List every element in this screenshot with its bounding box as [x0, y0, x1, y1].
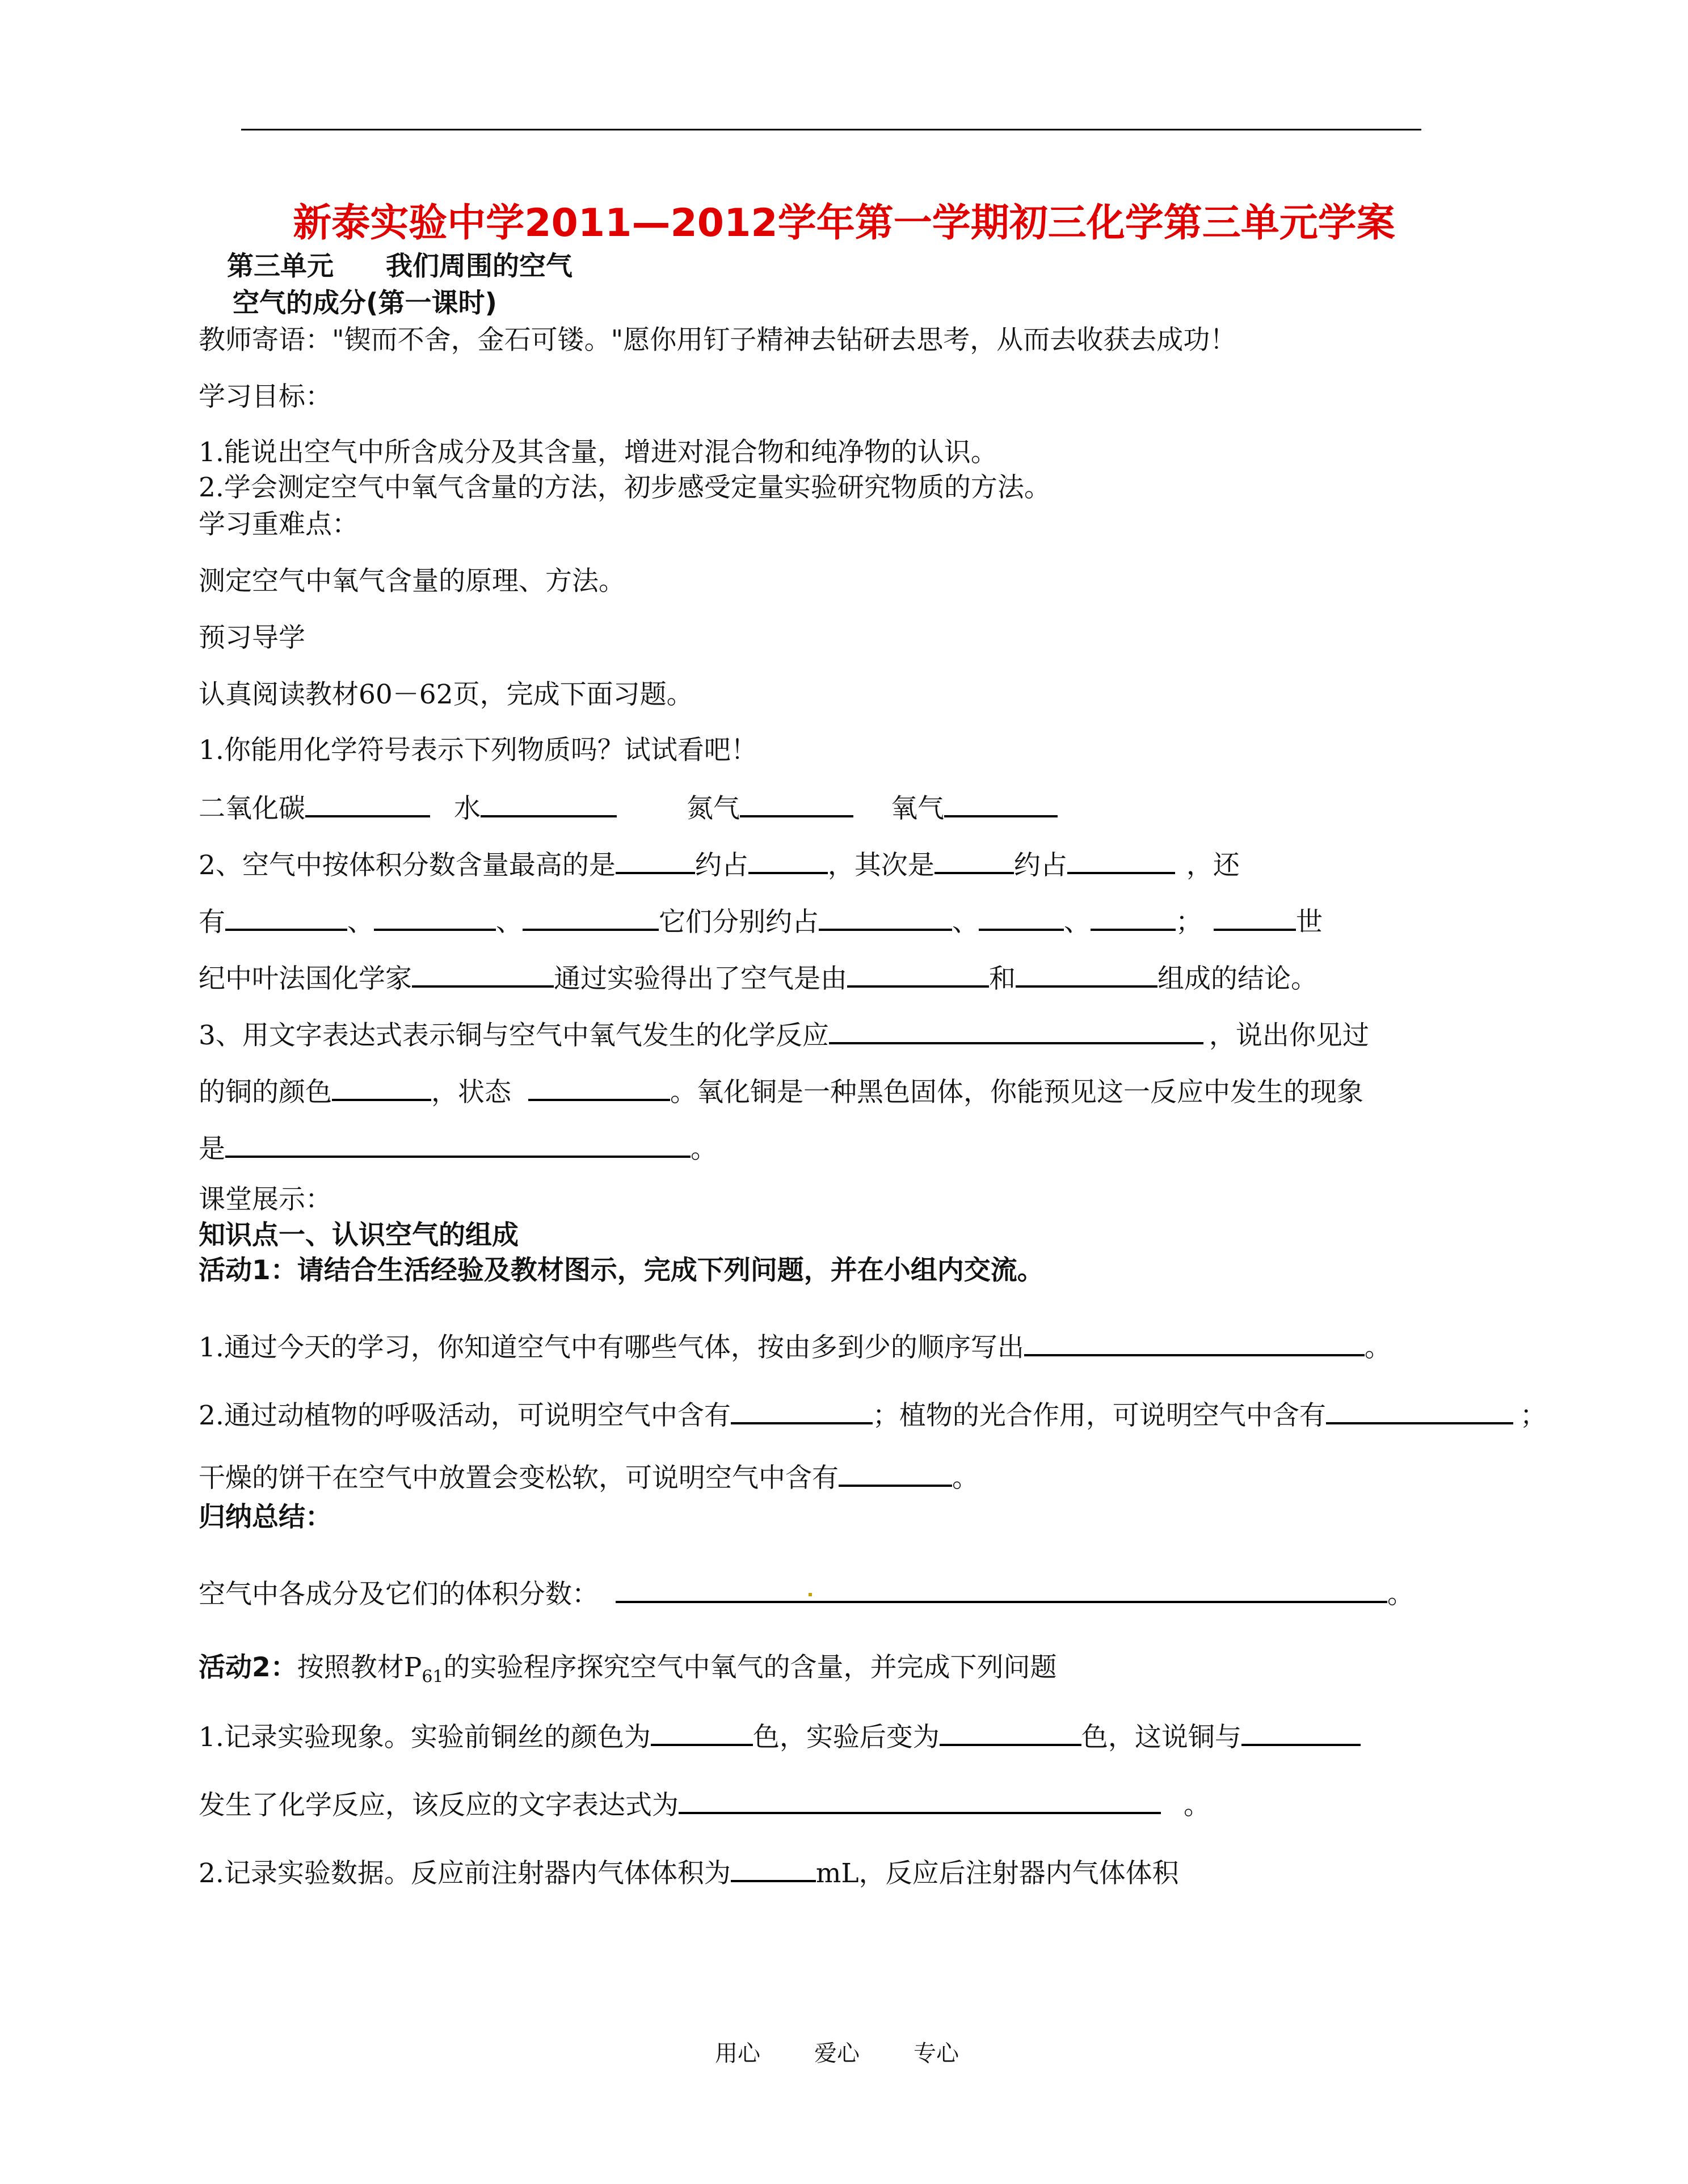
q1-blank-water[interactable]	[481, 790, 617, 817]
q1-blank-co2[interactable]	[305, 790, 430, 817]
summary-heading: 归纳总结：	[199, 1502, 332, 1533]
key-heading: 学习重难点：	[199, 509, 359, 540]
q2-text-c: ，其次是	[827, 850, 934, 881]
activity-2-q1-line-2	[199, 1787, 1210, 1823]
teacher-motto: 教师寄语："锲而不舍，金石可镂。"愿你用钉子精神去钻研去思考，从而去收获去成功！	[199, 324, 1237, 356]
goal-2: 2.学会测定空气中氧气含量的方法，初步感受定量实验研究物质的方法。	[199, 472, 1051, 503]
q2-text-a: 2、空气中按体积分数含量最高的是	[199, 850, 616, 881]
activity-2-text-a: 按照教材P	[297, 1652, 422, 1683]
summary-text: 空气中各成分及它们的体积分数：	[199, 1579, 599, 1610]
a2q1b-text: 发生了化学反应，该反应的文字表达式为	[199, 1790, 679, 1821]
knowledge-point-1: 知识点一、认识空气的组成	[199, 1220, 519, 1251]
q3-text-b: ，说出你见过	[1209, 1020, 1369, 1051]
q1-label-nitrogen: 氮气	[687, 793, 740, 824]
unit-name: 我们周围的空气	[386, 251, 573, 282]
activity-2-text-b: 的实验程序探究空气中氧气的含量，并完成下列问题	[443, 1652, 1057, 1683]
question-3-line-1	[199, 1017, 1369, 1053]
a2q1-text-a: 1.记录实验现象。实验前铜丝的颜色为	[199, 1722, 651, 1753]
a1q2-blank-2[interactable]	[1326, 1397, 1513, 1424]
question-1: 1.你能用化学符号表示下列物质吗？试试看吧！	[199, 735, 757, 766]
a1q1-blank[interactable]	[1024, 1329, 1365, 1356]
q2-blank-11[interactable]	[1214, 904, 1296, 931]
a1q2-text-c: ；	[1519, 1400, 1547, 1431]
q3-text-e: 。氧化铜是一种黑色固体，你能预见这一反应中发生的现象	[670, 1077, 1363, 1108]
q2-blank-8[interactable]	[819, 904, 952, 931]
a1q1-text: 1.通过今天的学习，你知道空气中有哪些气体，按由多到少的顺序写出	[199, 1332, 1024, 1363]
key-text: 测定空气中氧气含量的原理、方法。	[199, 566, 625, 597]
a1q2-text-a: 2.通过动植物的呼吸活动，可说明空气中含有	[199, 1400, 731, 1431]
a2q1-text-c: 色，这说铜与	[1081, 1722, 1241, 1753]
activity-2	[199, 1651, 1057, 1694]
q1-item-nitrogen	[687, 790, 853, 826]
q2-blank-3[interactable]	[934, 847, 1014, 874]
summary-end: 。	[1387, 1579, 1414, 1610]
a1q3-text: 干燥的饼干在空气中放置会变松软，可说明空气中含有	[199, 1462, 839, 1494]
unit-label: 第三单元	[227, 251, 334, 282]
a2q1b-blank[interactable]	[679, 1787, 1161, 1814]
q3-blank-2[interactable]	[332, 1074, 431, 1101]
question-3-line-3	[199, 1131, 717, 1166]
class-heading: 课堂展示：	[199, 1184, 332, 1215]
a2q2-blank-1[interactable]	[731, 1855, 816, 1882]
q2-text-d: 约占	[1013, 850, 1067, 881]
q2-blank-5[interactable]	[225, 904, 347, 931]
q2-text-m: 世	[1296, 907, 1323, 938]
q2-blank-14[interactable]	[1016, 960, 1157, 988]
a1q3-end: 。	[952, 1462, 979, 1494]
q3-text-f: 是	[199, 1133, 225, 1165]
q2-text-k: 、	[1064, 907, 1091, 938]
q3-blank-4[interactable]	[225, 1131, 691, 1158]
a1q1-end: 。	[1364, 1332, 1391, 1363]
activity-2-q2	[199, 1855, 1179, 1891]
a1q2-text-b: ；植物的光合作用，可说明空气中含有	[872, 1400, 1326, 1431]
q1-item-co2	[199, 790, 430, 826]
q2-text-l: ；	[1176, 907, 1202, 938]
q2-blank-7[interactable]	[523, 904, 659, 931]
q3-blank-1[interactable]	[829, 1017, 1203, 1044]
q2-text-j: 、	[952, 907, 979, 938]
question-2-line-2	[199, 904, 1323, 939]
q2-blank-6[interactable]	[374, 904, 496, 931]
footer-3: 专心	[914, 2040, 959, 2067]
q2-blank-10[interactable]	[1091, 904, 1176, 931]
activity-2-label: 活动2：	[199, 1652, 297, 1683]
a2q1-text-b: 色，实验后变为	[752, 1722, 940, 1753]
activity-1-q3	[199, 1460, 979, 1495]
q2-blank-4[interactable]	[1067, 847, 1175, 874]
q2-text-h: 、	[496, 907, 523, 938]
question-3-line-2	[199, 1074, 1363, 1110]
activity-1-q2	[199, 1397, 1547, 1433]
q2-blank-2[interactable]	[748, 847, 828, 874]
activity-1-q1	[199, 1329, 1391, 1365]
preview-heading: 预习导学	[199, 622, 305, 653]
q2-blank-13[interactable]	[847, 960, 989, 988]
header-rule	[241, 129, 1421, 130]
q2-text-o: 通过实验得出了空气是由	[554, 963, 847, 994]
a1q2-blank-1[interactable]	[731, 1397, 873, 1424]
q3-text-a: 3、用文字表达式表示铜与空气中氧气发生的化学反应	[199, 1020, 829, 1051]
goal-1: 1.能说出空气中所含成分及其含量，增进对混合物和纯净物的认识。	[199, 437, 997, 468]
footer-1: 用心	[715, 2040, 760, 2067]
q1-item-water	[454, 790, 617, 826]
summary-blank[interactable]	[616, 1576, 1387, 1603]
q2-text-i: 它们分别约占	[659, 907, 819, 938]
q2-text-f: 有	[199, 907, 225, 938]
goals-heading: 学习目标：	[199, 381, 332, 412]
q2-blank-9[interactable]	[979, 904, 1064, 931]
q2-text-b: 约占	[694, 850, 748, 881]
q3-text-g: 。	[691, 1133, 717, 1165]
activity-2-sub: 61	[422, 1667, 444, 1687]
q2-blank-1[interactable]	[616, 847, 695, 874]
q1-label-co2: 二氧化碳	[199, 793, 305, 824]
preview-intro: 认真阅读教材60－62页，完成下面习题。	[199, 679, 693, 710]
a2q2-text-b: mL，反应后注射器内气体体积	[815, 1858, 1179, 1889]
q1-blank-nitrogen[interactable]	[740, 790, 853, 817]
activity-1: 活动1：请结合生活经验及教材图示，完成下列问题，并在小组内交流。	[199, 1255, 1044, 1286]
footer-2: 爱心	[814, 2040, 860, 2067]
q3-text-d: ，状态	[431, 1077, 511, 1108]
stray-dot	[809, 1593, 812, 1596]
a2q1-blank-3[interactable]	[1241, 1719, 1361, 1746]
page-title: 新泰实验中学2011—2012学年第一学期初三化学第三单元学案	[293, 201, 1395, 246]
q2-blank-12[interactable]	[412, 960, 554, 988]
q3-blank-3[interactable]	[528, 1074, 670, 1101]
a2q1-blank-1[interactable]	[651, 1719, 753, 1746]
a1q3-blank[interactable]	[839, 1460, 952, 1487]
a2q2-text-a: 2.记录实验数据。反应前注射器内气体体积为	[199, 1858, 731, 1889]
activity-2-q1	[199, 1719, 1361, 1755]
q2-text-n: 纪中叶法国化学家	[199, 963, 412, 994]
q2-text-p: 和	[989, 963, 1016, 994]
question-2-line-1	[199, 847, 1240, 883]
q1-label-water: 水	[454, 793, 481, 824]
q2-text-g: 、	[347, 907, 374, 938]
q3-text-c: 的铜的颜色	[199, 1077, 332, 1108]
a2q1-blank-2[interactable]	[940, 1719, 1081, 1746]
a2q1b-end: 。	[1184, 1790, 1210, 1821]
lesson-title: 空气的成分(第一课时)	[233, 288, 497, 319]
question-2-line-3	[199, 960, 1317, 996]
q1-blank-oxygen[interactable]	[944, 790, 1058, 817]
q1-item-oxygen	[891, 790, 1058, 826]
q2-text-q: 组成的结论。	[1157, 963, 1317, 994]
q2-text-e: ，还	[1186, 850, 1240, 881]
q1-label-oxygen: 氧气	[891, 793, 944, 824]
summary-line	[199, 1576, 1414, 1612]
